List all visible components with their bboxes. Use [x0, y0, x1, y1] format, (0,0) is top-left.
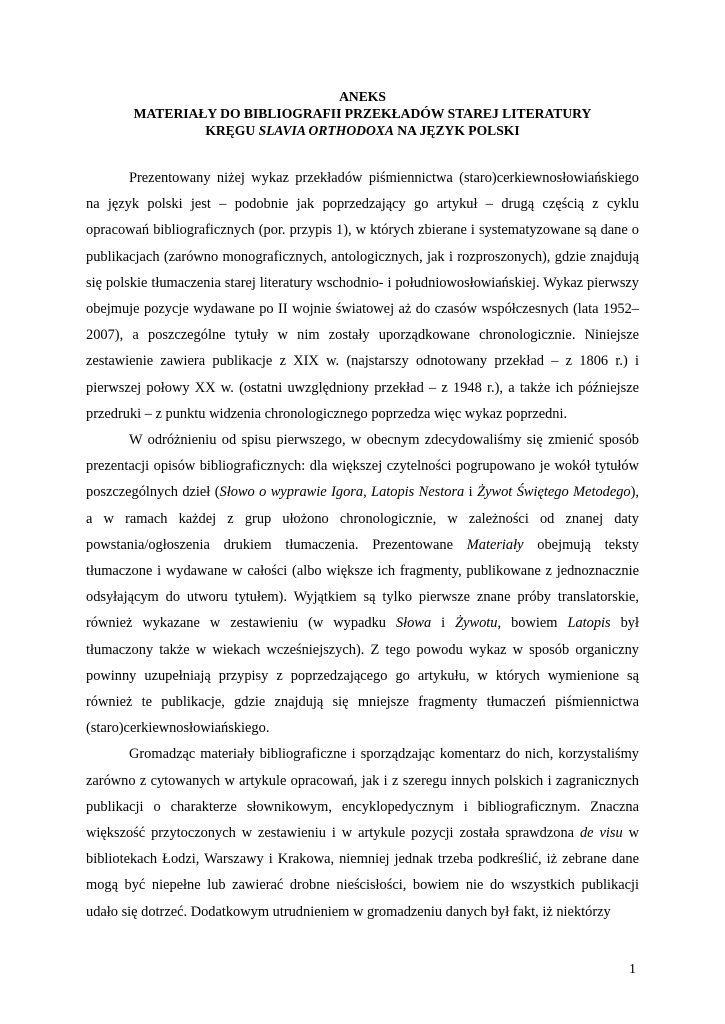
heading-line-1: ANEKS [339, 89, 386, 104]
paragraph-text: w bibliotekach Łodzi, Warszawy i Krakowa, niemniej jednak trzeba podkreślić, iż zebrane dane mogą być niepełne lub zawierać drobne nieścisłości, bowiem nie do wszystkich publikacji udało się dotrzeć. Dodatkowym utrudnieniem w gromadzeniu danych był fakt, iż niektórzy [86, 825, 639, 920]
heading-line-3 [96, 122, 629, 139]
italic-title-text: de visu [579, 825, 623, 842]
heading-line-3-after: NA JĘZYK POLSKI [393, 123, 520, 138]
document-heading [96, 88, 629, 139]
page-number: 1 [629, 962, 636, 977]
body-paragraph [86, 741, 639, 924]
paragraph-text: Prezentowany niżej wykaz przekładów piśmiennictwa (staro)cerkiewnosłowiańskiego na język polski jest – podobnie jak poprzedzający go artykuł – drugą częścią z cyklu opracowań bibliograficznych (por. przypis 1), w których zbierane i systematyzowane są dane o publikacjach (zarówno monograficznych, antologicznych, jak i rozproszonych), gdzie znajdują się polskie tłumaczenia starej literatury wschodnio- i południowosłowiańskiej. Wykaz pierwszy obejmuje pozycje wydawane po II wojnie światowej aż do czasów współczesnych (lata 1952–2007), a poszczególne tytuły w nim zostały uporządkowane chronologicznie. Niniejsze zestawienie zawiera publikacje z XIX w. (najstarszy odnotowany przekład – z 1806 r.) i pierwszej połowy XX w. (ostatni uwzględniony przekład – z 1948 r.), a także ich późniejsze przedruki – z punktu widzenia chronologicznego poprzedza więc wykaz poprzedni. [86, 170, 639, 422]
italic-title-text: Żywotu [455, 615, 498, 632]
italic-title-text: Materiały [466, 536, 524, 553]
body-text [86, 165, 639, 925]
heading-line-3-before: KRĘGU [205, 123, 259, 138]
paragraph-text: był tłumaczony także w wiekach wcześniejszych). Z tego powodu wykaz w sposób organiczny powinny uzupełniają przypisy z poprzedzającego go artykułu, w których wymienione są również te publikacje, gdzie znajdują się mniejsze fragmenty tłumaczeń piśmiennictwa (staro)cerkiewnosłowiańskiego. [86, 615, 639, 737]
italic-title-text: Słowa [395, 615, 432, 632]
paragraph-text: W odróżnieniu od spisu pierwszego, w obecnym zdecydowaliśmy się zmienić sposób prezentacji opisów bibliograficznych: dla większej czytelności pogrupowano je wokół tytułów poszczególnych dzieł ( [86, 432, 639, 501]
heading-line-3-italic: SLAVIA ORTHODOXA [258, 123, 394, 138]
paragraph-text: i [431, 615, 456, 632]
paragraph-text: Gromadząc materiały bibliograficzne i sporządzając komentarz do nich, korzystaliśmy zarówno z cytowanych w artykule opracowań, jak i z szeregu innych polskich i zagranicznych publikacji o charakterze słownikowym, encyklopedycznym i bibliograficznym. Znaczna większość przytoczonych w zestawieniu i w artykule pozycji została sprawdzona [86, 746, 639, 842]
body-paragraph [86, 427, 639, 741]
italic-title-text: Słowo o wyprawie Igora, Latopis Nestora [219, 484, 465, 501]
body-paragraph [86, 165, 639, 427]
italic-title-text: Latopis [567, 615, 611, 632]
italic-title-text: Żywot Świętego Metodego [477, 484, 631, 501]
paragraph-text: ), a w ramach każdej z grup ułożono chronologicznie, w zależności od znanej daty powstania/ogłoszenia drukiem tłumaczenia. Prezentowane [86, 484, 640, 553]
paragraph-text: i [464, 484, 478, 501]
paragraph-text: , bowiem [497, 615, 568, 632]
paragraph-text: obejmują teksty tłumaczone i wydawane w całości (albo większe ich fragmenty, publikowane z jednoznacznie odsyłającym do utworu tytułem). Wyjątkiem są tylko pierwsze znane próby translatorskie, również wykazane w zestawieniu (w wypadku [86, 536, 639, 632]
heading-line-2: MATERIAŁY DO BIBLIOGRAFII PRZEKŁADÓW STAREJ LITERATURY [133, 106, 592, 121]
